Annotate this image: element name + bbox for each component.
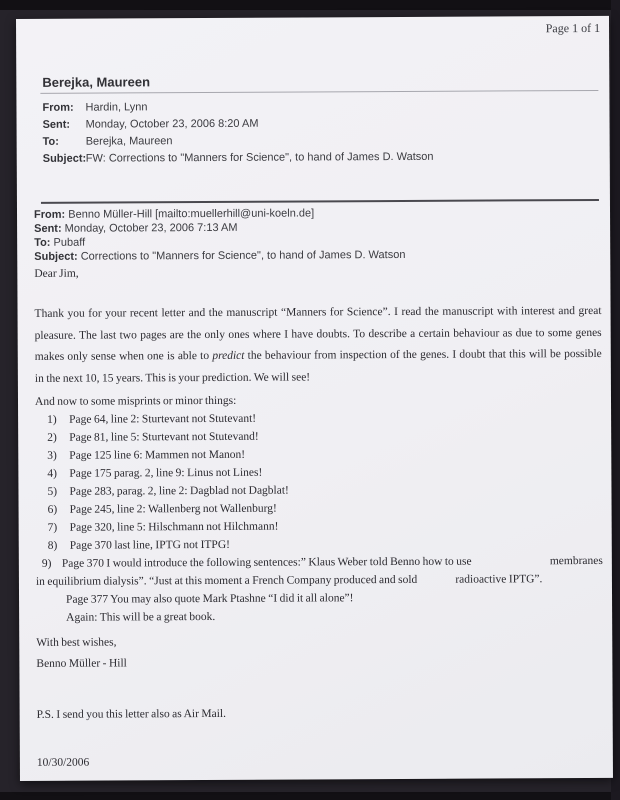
item-text: Page 64, line 2: Sturtevant not Stutevant! — [69, 412, 257, 426]
date-stamp: 10/30/2006 — [36, 756, 90, 769]
signature-name: Benno Müller - Hill — [36, 657, 127, 670]
item-text: Page 175 parag. 2, line 9: Linus not Lines! — [69, 466, 263, 480]
paragraph-line-2: pleasure. The last two pages are the only ones where I have doubts. To describe a certain behaviour as due to some genes — [34, 326, 602, 342]
item-9-text: Page 370 I would introduce the following sentences:” Klaus Weber told Benno how to use — [61, 555, 472, 570]
postscript: P.S. I send you this letter also as Air Mail. — [36, 707, 227, 721]
email-header-table — [42, 98, 433, 168]
italic-word-predict: predict — [212, 349, 245, 362]
from-value: Hardin, Lynn — [85, 101, 148, 114]
fwd-sent-value: Monday, October 23, 2006 7:13 AM — [64, 221, 238, 235]
header-row-sent — [43, 115, 434, 134]
item-text: Page 81, line 5: Sturtevant not Stutevand! — [69, 430, 259, 444]
misprint-list-intro: And now to some misprints or minor things: — [34, 394, 237, 408]
to-label: To: — [42, 135, 59, 148]
salutation: Dear Jim, — [34, 267, 79, 280]
paragraph-line-3-pre: makes only sense when one is able to — [34, 349, 213, 363]
item-number: 1) — [47, 413, 57, 426]
closing-wishes: With best wishes, — [36, 636, 117, 649]
forwarded-header-block — [34, 206, 405, 264]
extra-note-page-377: Page 377 You may also quote Mark Ptashne “I did it all alone”! — [66, 592, 354, 606]
letter-paragraph — [34, 301, 601, 390]
item-9-gap-word-2: radioactive IPTG”. — [455, 573, 543, 586]
item-number: 8) — [47, 539, 58, 552]
item-number: 5) — [47, 485, 58, 498]
header-row-subject — [43, 149, 434, 168]
item-text: Page 245, line 2: Wallenberg not Wallenburg! — [69, 502, 277, 516]
header-row-from — [42, 98, 433, 117]
scanner-top-band — [0, 0, 620, 10]
closing-block — [36, 630, 603, 675]
to-value: Berejka, Maureen — [85, 135, 173, 148]
item-number: 4) — [47, 467, 58, 480]
fwd-from-value: Benno Müller-Hill [mailto:muellerhill@uni-koeln.de] — [68, 207, 315, 221]
sent-label: Sent: — [42, 118, 71, 131]
header-row-to — [43, 132, 434, 151]
fwd-to-value: Pubaff — [53, 236, 86, 249]
sent-value: Monday, October 23, 2006 8:20 AM — [85, 117, 259, 131]
fwd-subject-value: Corrections to "Manners for Science", to hand of James D. Watson — [80, 248, 406, 263]
recipient-name-heading: Berejka, Maureen — [42, 74, 151, 90]
item-number: 2) — [47, 431, 57, 444]
item-text: Page 320, line 5: Hilschmann not Hilchmann! — [69, 520, 279, 534]
scanned-page — [16, 16, 613, 781]
fwd-subject-label: Subject: — [34, 250, 78, 263]
item-number: 6) — [47, 503, 58, 516]
item-9-gap-word: membranes — [549, 554, 603, 568]
paragraph-line-1: Thank you for your recent letter and the manuscript “Manners for Science”. I read the manuscript with interest and great — [34, 304, 602, 320]
item-number: 9) — [41, 557, 52, 570]
forwarded-message-divider — [41, 199, 599, 204]
paragraph-line-4: in the next 10, 15 years. This is your prediction. We will see! — [34, 370, 311, 385]
item-number: 7) — [47, 521, 58, 534]
fwd-sent-label: Sent: — [34, 222, 62, 235]
misprint-list — [35, 408, 603, 627]
subject-value: FW: Corrections to "Manners for Science", to hand of James D. Watson — [85, 150, 434, 165]
list-item-9-line-2 — [36, 570, 603, 591]
item-number: 3) — [47, 449, 57, 462]
letter-body — [34, 261, 604, 773]
item-text: Page 283, parag. 2, line 2: Dagblad not Dagblat! — [69, 484, 289, 498]
paragraph-line-3 — [35, 344, 602, 368]
item-text: Page 370 last line, IPTG not ITPG! — [69, 538, 230, 552]
from-label: From: — [42, 101, 74, 114]
item-9-continuation: in equilibrium dialysis”. “Just at this moment a French Company produced and sold — [35, 573, 418, 588]
paragraph-line-3-post: the behaviour from inspection of the genes. I doubt that this will be possible — [244, 347, 602, 362]
extra-note-again: Again: This will be a great book. — [66, 610, 216, 624]
fwd-from-label: From: — [33, 208, 66, 221]
subject-label: Subject: — [42, 152, 87, 165]
item-text: Page 125 line 6: Mammen not Manon! — [69, 448, 246, 462]
scanner-bottom-band — [0, 792, 620, 800]
header-rule — [40, 90, 598, 94]
fwd-to-label: To: — [34, 236, 51, 249]
page-number-label: Page 1 of 1 — [545, 20, 601, 36]
